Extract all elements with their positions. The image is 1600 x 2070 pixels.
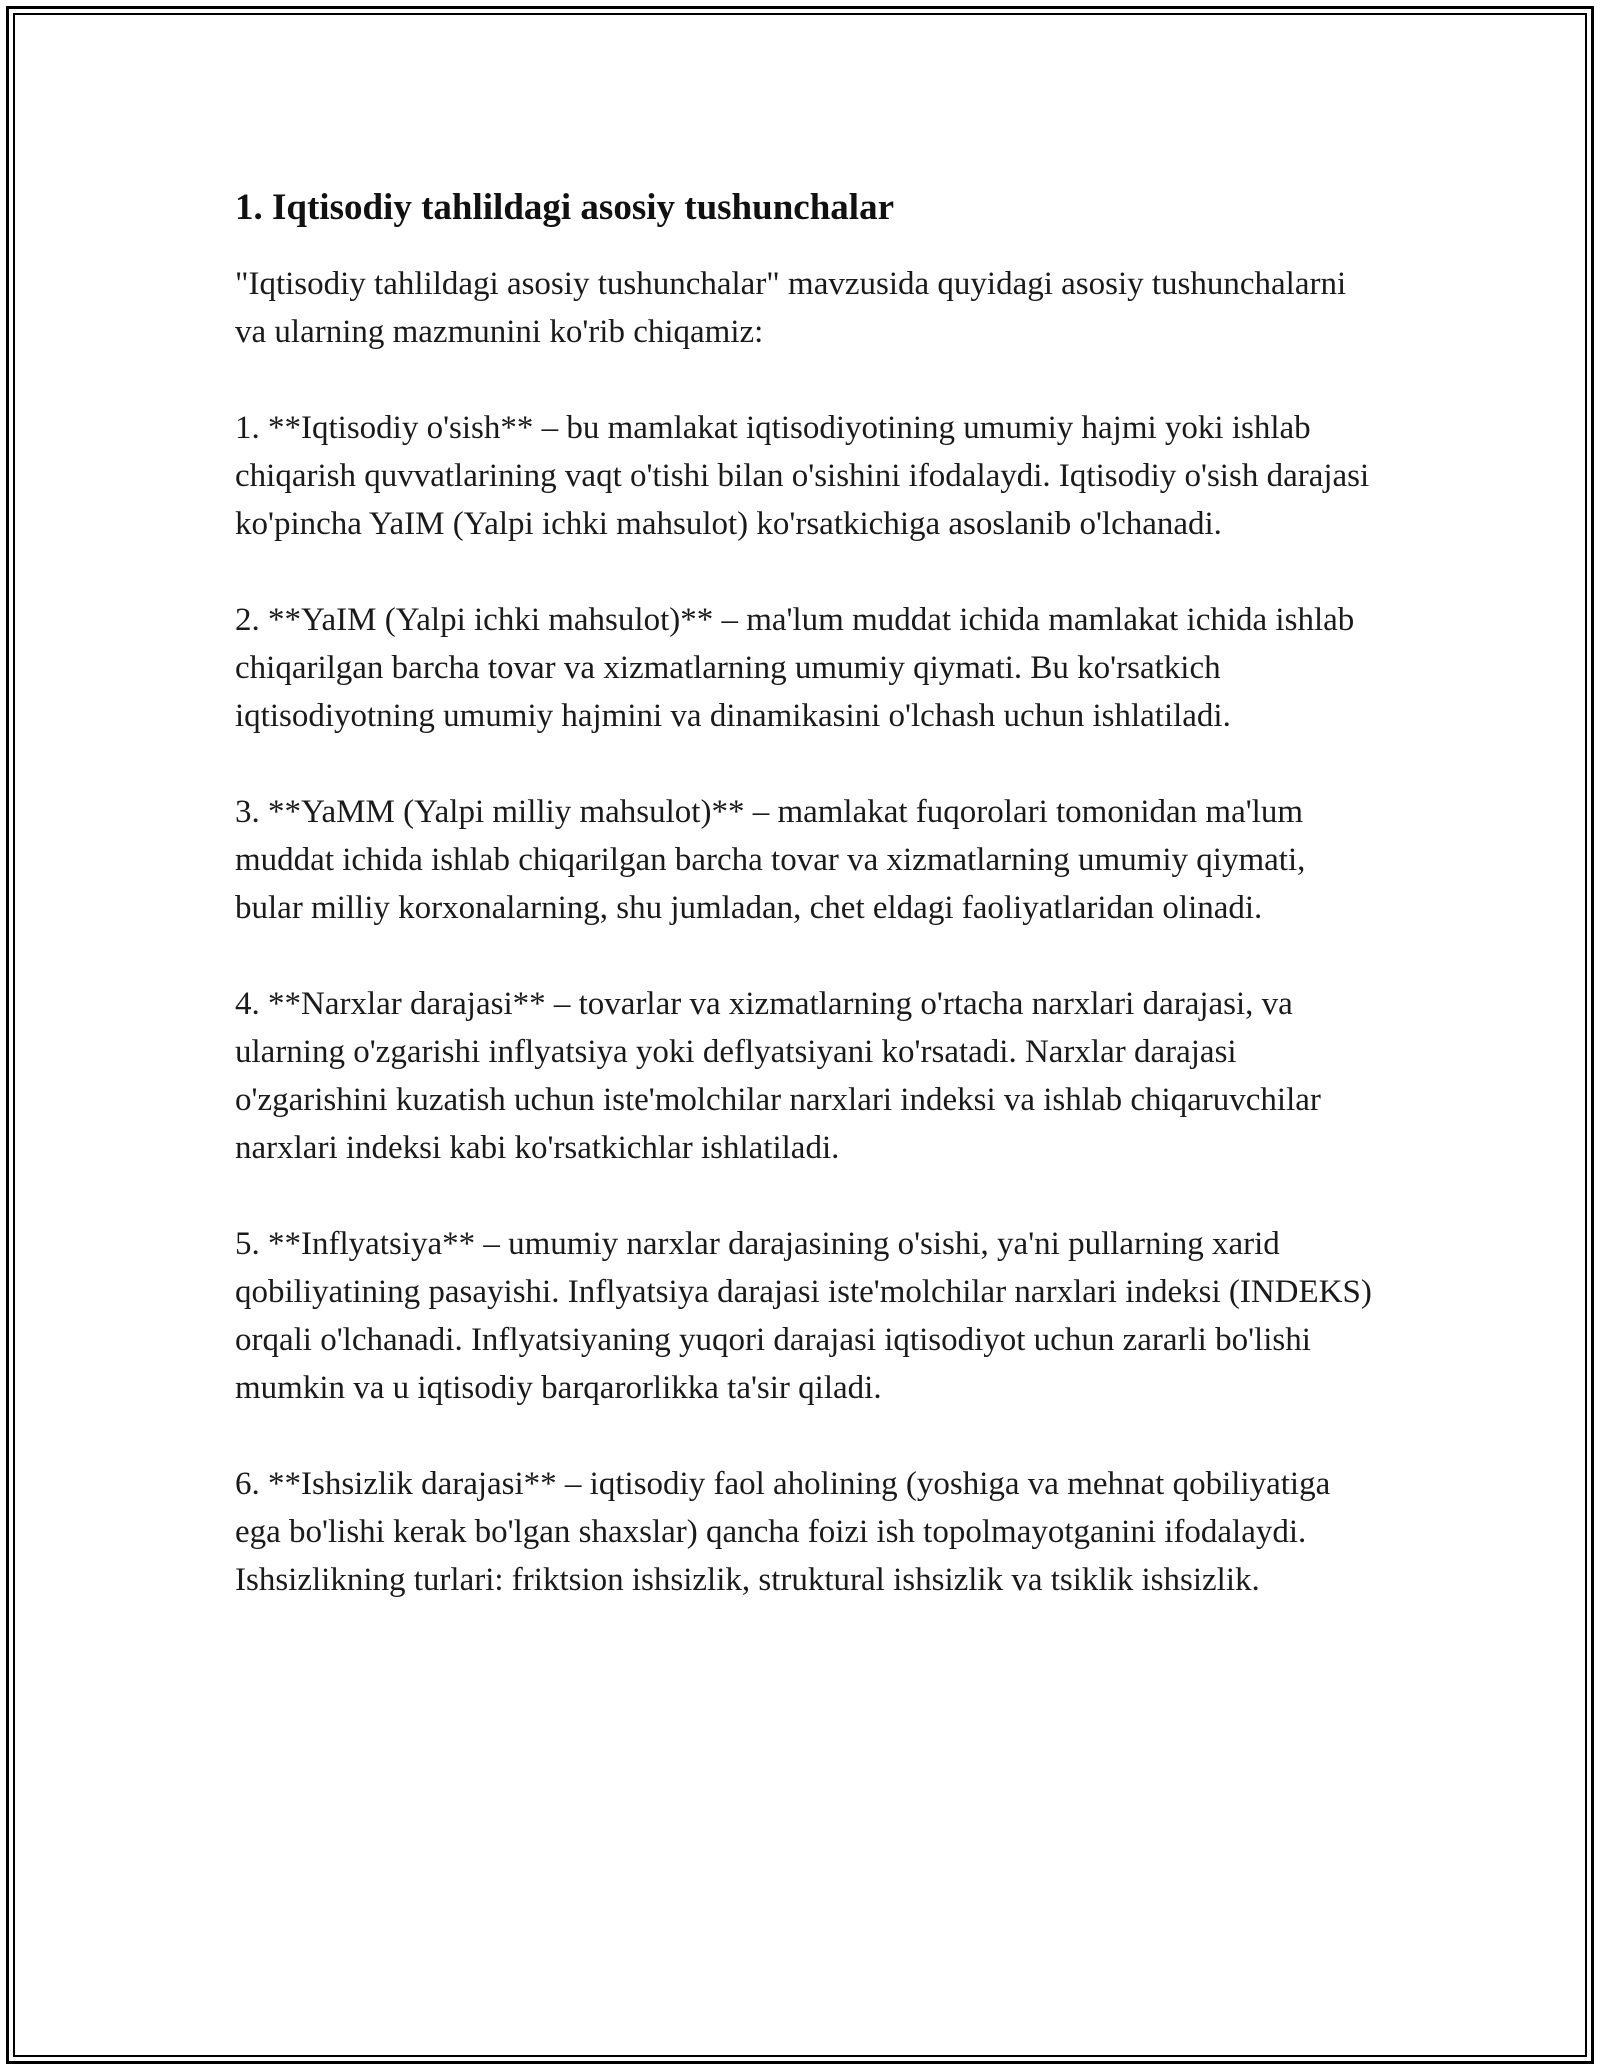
list-item-gdp: 2. **YaIM (Yalpi ichki mahsulot)** – ma'lum muddat ichida mamlakat ichida ishlab chiqarilgan barcha tovar va xizmatlarning umumiy qiymati. Bu ko'rsatkich iqtisodiyotning umumiy hajmini va dinamikasini o'lchash uchun ishlatiladi. [235,602,1355,734]
document-title: 1. Iqtisodiy tahlildagi asosiy tushunchalar [235,187,894,228]
document-body [235,186,1375,1652]
list-item-price-level: 4. **Narxlar darajasi** – tovarlar va xizmatlarning o'rtacha narxlari darajasi, va ularning o'zgarishi inflyatsiya yoki deflyatsiyani ko'rsatadi. Narxlar darajasi o'zgarishini kuzatish uchun iste'molchilar narxlari indeksi va ishlab chiqaruvchilar narxlari indeksi kabi ko'rsatkichlar ishlatiladi. [235,986,1321,1166]
list-item-gnp: 3. **YaMM (Yalpi milliy mahsulot)** – mamlakat fuqorolari tomonidan ma'lum muddat ichida ishlab chiqarilgan barcha tovar va xizmatlarning umumiy qiymati, bular milliy korxonalarning, shu jumladan, chet eldagi faoliyatlaridan olinadi. [235,794,1306,926]
list-item-economic-growth: 1. **Iqtisodiy o'sish** – bu mamlakat iqtisodiyotining umumiy hajmi yoki ishlab chiqarish quvvatlarining vaqt o'tishi bilan o'sishini ifodalaydi. Iqtisodiy o'sish darajasi ko'pincha YaIM (Yalpi ichki mahsulot) ko'rsatkichiga asoslanib o'lchanadi. [235,410,1370,542]
list-item-inflation: 5. **Inflyatsiya** – umumiy narxlar darajasining o'sishi, ya'ni pullarning xarid qobiliyatining pasayishi. Inflyatsiya darajasi iste'molchilar narxlari indeksi (INDEKS) orqali o'lchanadi. Inflyatsiyaning yuqori darajasi iqtisodiyot uchun zararli bo'lishi mumkin va u iqtisodiy barqarorlikka ta'sir qiladi. [235,1226,1372,1406]
intro-paragraph: "Iqtisodiy tahlildagi asosiy tushunchalar" mavzusida quyidagi asosiy tushunchalarni va ularning mazmunini ko'rib chiqamiz: [235,266,1347,350]
list-item-unemployment: 6. **Ishsizlik darajasi** – iqtisodiy faol aholining (yoshiga va mehnat qobiliyatiga ega bo'lishi kerak bo'lgan shaxslar) qancha foizi ish topolmayotganini ifodalaydi. Ishsizlikning turlari: friktsion ishsizlik, struktural ishsizlik va tsiklik ishsizlik. [235,1466,1331,1598]
